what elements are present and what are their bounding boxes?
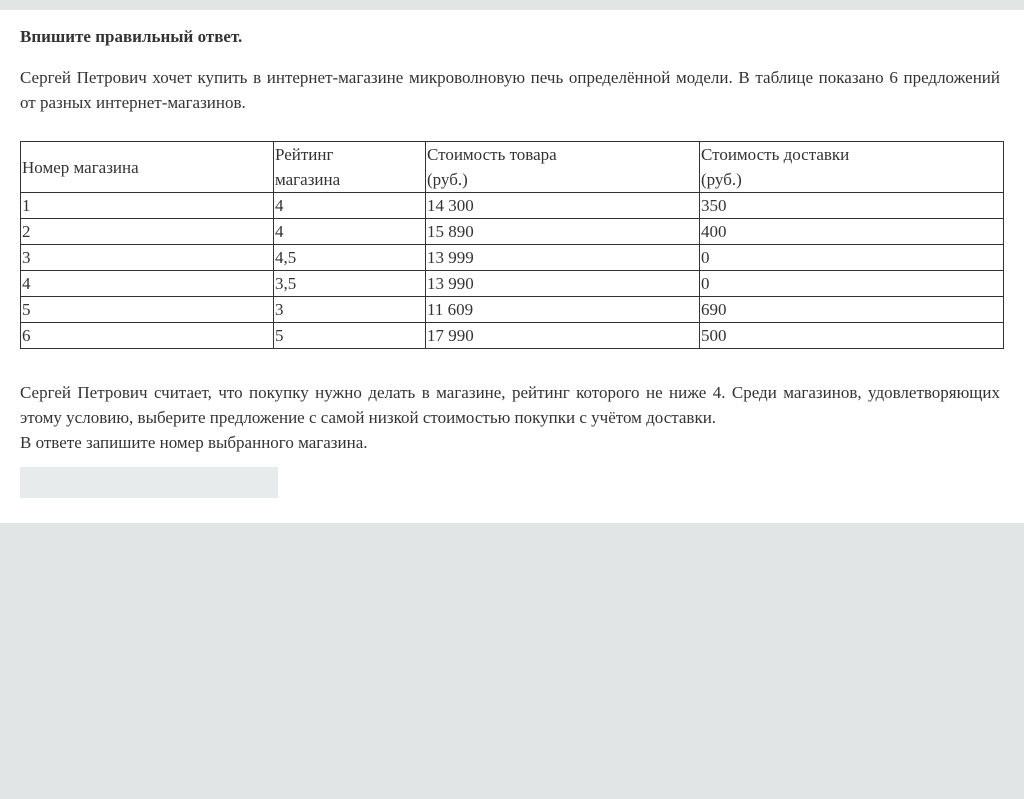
cell-store-number: 6 bbox=[21, 323, 274, 349]
table-row bbox=[21, 297, 1004, 323]
cell-rating: 3,5 bbox=[274, 271, 426, 297]
intro-text: Сергей Петрович хочет купить в интернет-магазине микроволновую печь определённой модели. В таблице показано 6 предложений от разных интернет-магазинов. bbox=[20, 68, 1000, 112]
question-text bbox=[20, 380, 1000, 455]
header-price bbox=[426, 142, 700, 193]
cell-rating: 4,5 bbox=[274, 245, 426, 271]
instruction-heading: Впишите правильный ответ. bbox=[20, 27, 243, 46]
cell-store-number: 4 bbox=[21, 271, 274, 297]
cell-rating: 4 bbox=[274, 193, 426, 219]
table-row bbox=[21, 245, 1004, 271]
cell-price: 17 990 bbox=[426, 323, 700, 349]
header-text: Стоимость доставки bbox=[701, 145, 850, 164]
cell-store-number: 3 bbox=[21, 245, 274, 271]
question-condition: Сергей Петрович считает, что покупку нужно делать в магазине, рейтинг которого не ниже 4. Среди магазинов, удовлетворяющих этому условию, выберите предложение с самой низкой стоимостью покупки с учётом доставки. bbox=[20, 383, 1000, 427]
cell-price: 14 300 bbox=[426, 193, 700, 219]
cell-rating: 5 bbox=[274, 323, 426, 349]
table-row bbox=[21, 193, 1004, 219]
offers-table bbox=[20, 141, 1004, 349]
table-row bbox=[21, 219, 1004, 245]
cell-delivery: 350 bbox=[700, 193, 1004, 219]
header-store-number bbox=[21, 142, 274, 193]
question-task: В ответе запишите номер выбранного магазина. bbox=[20, 433, 368, 452]
table-header-row bbox=[21, 142, 1004, 193]
answer-input[interactable] bbox=[20, 467, 278, 498]
cell-store-number: 2 bbox=[21, 219, 274, 245]
cell-price: 11 609 bbox=[426, 297, 700, 323]
header-text: магазина bbox=[275, 170, 341, 189]
cell-delivery: 500 bbox=[700, 323, 1004, 349]
question-card bbox=[0, 10, 1024, 523]
table-row bbox=[21, 323, 1004, 349]
header-text: Рейтинг bbox=[275, 145, 334, 164]
cell-delivery: 0 bbox=[700, 271, 1004, 297]
cell-store-number: 5 bbox=[21, 297, 274, 323]
cell-price: 13 990 bbox=[426, 271, 700, 297]
cell-rating: 3 bbox=[274, 297, 426, 323]
header-text: Стоимость товара bbox=[427, 145, 557, 164]
cell-delivery: 400 bbox=[700, 219, 1004, 245]
header-text: (руб.) bbox=[701, 170, 742, 189]
cell-price: 15 890 bbox=[426, 219, 700, 245]
cell-delivery: 690 bbox=[700, 297, 1004, 323]
table-row bbox=[21, 271, 1004, 297]
cell-delivery: 0 bbox=[700, 245, 1004, 271]
cell-rating: 4 bbox=[274, 219, 426, 245]
header-rating bbox=[274, 142, 426, 193]
cell-store-number: 1 bbox=[21, 193, 274, 219]
header-text: (руб.) bbox=[427, 170, 468, 189]
header-text: Номер магазина bbox=[22, 157, 139, 177]
header-delivery bbox=[700, 142, 1004, 193]
cell-price: 13 999 bbox=[426, 245, 700, 271]
